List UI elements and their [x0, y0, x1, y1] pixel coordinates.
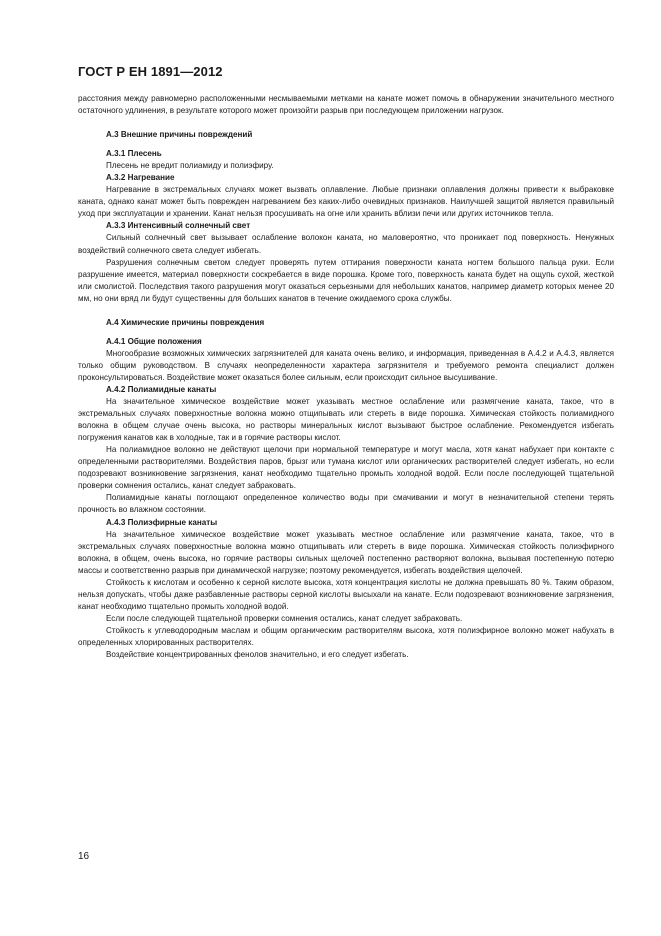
section-a3-heading: А.3 Внешние причины повреждений	[106, 130, 253, 140]
intro-paragraph: расстояния между равномерно расположенными несмываемыми метками на канате может помочь в обнаружении значительного местного остаточного удлинения, в результате которого может произойти разрыв при последующем приложении нагрузок.	[78, 94, 614, 116]
a42-paragraph-2: На полиамидное волокно не действуют щелочи при нормальной температуре и могут масла, хотя канат набухает при контакте с определенными растворителями. Воздействия паров, брызг или тумана кислот или органических растворителей следует избегать, но если подозревают возникновение загрязнения, канат необходимо тщательно промыть холодной водой. Если после последующей тщательной проверки сомнения остались, канат следует забраковать.	[78, 445, 614, 491]
document-body	[78, 93, 614, 661]
a31-paragraph: Плесень не вредит полиамиду и полиэфиру.	[106, 161, 274, 171]
subsection-a33-heading: А.3.3 Интенсивный солнечный свет	[106, 221, 251, 231]
page-number: 16	[78, 851, 90, 862]
subsection-a42-heading: А.4.2 Полиамидные канаты	[106, 384, 217, 394]
a33-paragraph-2: Разрушения солнечным светом следует проверять путем оттирания поверхности каната ногтем большого пальца руки. Если разрушение имеется, материал поверхности соскребается в виде порошка. Кроме того, поверхность каната будет на ощупь сухой, жесткой или смолистой. Последствия такого разрушения могут оказаться серьезными для небольших канатов, например диаметр которых менее 20 мм, но они вряд ли будут существенны для больших канатов в течение ожидаемого срока службы.	[78, 257, 614, 303]
subsection-a41-heading: А.4.1 Общие положения	[106, 336, 202, 346]
section-a4-heading: А.4 Химические причины повреждения	[106, 317, 265, 327]
a43-paragraph-3: Если после следующей тщательной проверки сомнения остались, канат следует забраковать.	[106, 613, 463, 623]
a43-paragraph-1: На значительное химическое воздействие может указывать местное ослабление или размягчение каната, такое, что в экстремальных случаях поверхностные волокна можно отщипывать или стереть в виде порошка. Химическая стойкость полиэфирного волокна, в общем, очень высока, но горячие растворы сильных щелочей постепенно растворяют волокна, вызывая постепенную потерю массы и соответственно разрыв при динамической нагрузке; поэтому рекомендуется, избегать воздействия щелочей.	[78, 529, 614, 575]
a32-paragraph: Нагревание в экстремальных случаях может вызвать оплавление. Любые признаки оплавления должны привести к выбраковке каната, однако канат может быть поврежден нагреванием без каких-либо очевидных признаков. Наилучшей защитой является правильный уход при эксплуатации и хранении. Канат нельзя просушивать на огне или хранить вблизи печи или других источников тепла.	[78, 185, 614, 219]
subsection-a31-heading: А.3.1 Плесень	[106, 149, 162, 159]
subsection-a43-heading: А.4.3 Полиэфирные канаты	[106, 517, 218, 527]
document-header: ГОСТ Р ЕН 1891—2012	[78, 64, 223, 79]
a42-paragraph-1: На значительное химическое воздействие может указывать местное ослабление или размягчение каната, такое, что в экстремальных случаях поверхностные волокна можно отщипывать или стереть в виде порошка. Химическая стойкость полиамидного волокна в общем случае очень высока, но растворы минеральных кислот вызывают быстрое ослабление. Рекомендуется избегать погружения канатов как в холодные, так и в горячие растворы кислот.	[78, 397, 614, 443]
a43-paragraph-5: Воздействие концентрированных фенолов значительно, и его следует избегать.	[106, 650, 409, 660]
a41-paragraph: Многообразие возможных химических загрязнителей для каната очень велико, и информация, приведенная в А.4.2 и А.4.3, является только общим руководством. В случаях неопределенности характера загрязнителя и требуемого ремонта специалист должен проконсультироваться. Воздействие может оказаться более сильным, если происходит сильное высушивание.	[78, 348, 614, 382]
a43-paragraph-2: Стойкость к кислотам и особенно к серной кислоте высока, хотя концентрация кислоты не должна превышать 80 %. Таким образом, нельзя допускать, чтобы даже разбавленные растворы серной кислоты высыхали на канате. Если подозревают возникновение загрязнения, канат необходимо тщательно промыть холодной водой.	[78, 577, 614, 611]
a42-paragraph-3: Полиамидные канаты поглощают определенное количество воды при смачивании и могут в незначительной степени терять прочность во влажном состоянии.	[78, 493, 614, 515]
a33-paragraph-1: Сильный солнечный свет вызывает ослабление волокон каната, но маловероятно, что проникает под поверхность. Ненужных воздействий солнечного света следует избегать.	[78, 233, 614, 255]
subsection-a32-heading: А.3.2 Нагревание	[106, 173, 175, 183]
a43-paragraph-4: Стойкость к углеводородным маслам и общим органическим растворителям высока, хотя полиэфирное волокно может набухать в определенных хлорированных растворителях.	[78, 625, 614, 647]
